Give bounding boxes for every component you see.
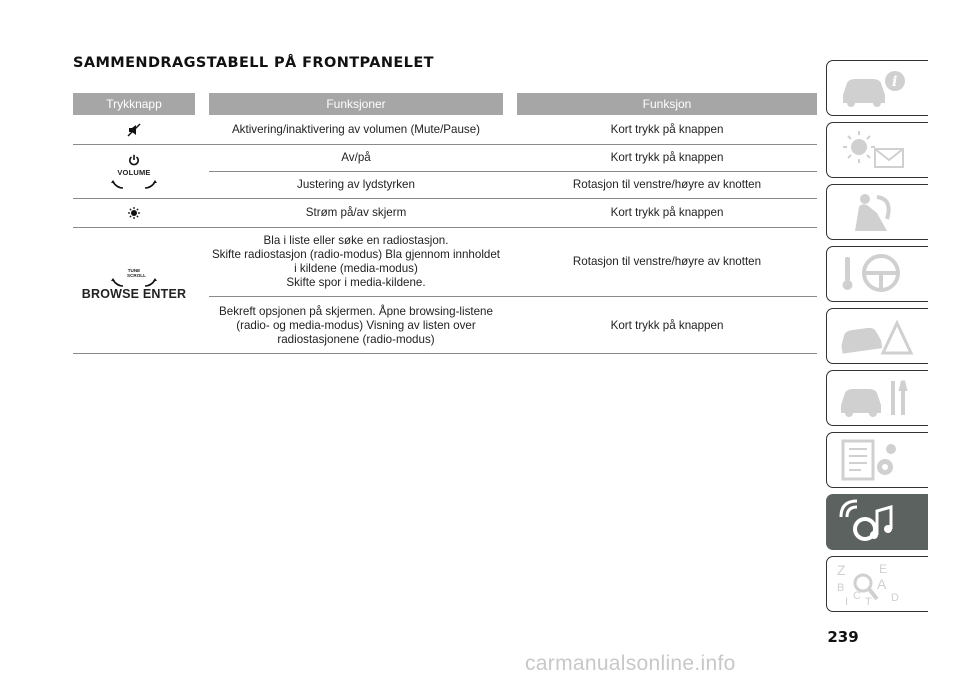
table-cell-function <box>209 230 503 294</box>
header-functions: Funksjoner <box>209 93 503 115</box>
table-cell-action: Kort trykk på knappen <box>610 319 724 332</box>
tab-multimedia[interactable] <box>826 494 928 550</box>
function-line: (radio- og media-modus) Visning av listen over <box>236 319 476 332</box>
svg-text:i: i <box>892 74 898 90</box>
warning-lights-icon <box>837 127 917 173</box>
index-letter: I <box>845 596 849 607</box>
tune-scroll-label: TUNE SCROLL <box>127 267 146 278</box>
function-line: radiostasjonene (radio-modus) <box>277 333 435 346</box>
tab-technical-data[interactable] <box>826 432 928 488</box>
table-cell-action: Kort trykk på knappen <box>610 206 724 219</box>
header-button: Trykknapp <box>73 93 195 115</box>
table-cell-function: Av/på <box>341 151 371 164</box>
seat-safety-icon <box>837 189 917 235</box>
function-line: Skifte spor i media-kildene. <box>286 276 426 289</box>
row-divider <box>73 353 817 354</box>
watermark: carmanualsonline.info <box>525 652 736 675</box>
technical-data-icon <box>837 437 917 483</box>
function-line: Bekreft opsjonen på skjermen. Åpne browsing-listene <box>219 305 493 318</box>
rotary-arrows-icon <box>111 278 157 287</box>
index-letter: T <box>865 596 872 607</box>
function-line: i kildene (media-modus) <box>294 262 418 275</box>
index-letter: B <box>837 582 845 594</box>
table-cell-action: Kort trykk på knappen <box>610 151 724 164</box>
car-info-icon <box>837 65 917 111</box>
tab-maintenance[interactable] <box>826 370 928 426</box>
key-steering-icon <box>837 251 917 297</box>
breakdown-icon <box>837 313 917 359</box>
row-divider <box>73 227 817 228</box>
table-row-mute-button <box>73 116 195 144</box>
function-line: Bla i liste eller søke en radiostasjon. <box>263 234 449 247</box>
table-cell-action: Rotasjon til venstre/høyre av knotten <box>572 255 762 268</box>
function-line: Skifte radiostasjon (radio-modus) Bla gjennom innholdet <box>211 248 501 261</box>
table-cell-function: Strøm på/av skjerm <box>305 206 407 219</box>
index-letter: D <box>891 592 899 604</box>
tab-safety[interactable] <box>826 184 928 240</box>
table-cell-action: Kort trykk på knappen <box>610 123 724 136</box>
table-row-volume-button <box>73 145 195 198</box>
multimedia-icon <box>837 499 917 545</box>
browse-enter-label: BROWSE ENTER <box>81 286 187 301</box>
header-function: Funksjon <box>517 93 817 115</box>
index-letter: A <box>877 576 887 592</box>
table-cell-function <box>209 300 503 352</box>
row-divider <box>209 296 817 297</box>
table-cell-action: Rotasjon til venstre/høyre av knotten <box>572 178 762 191</box>
maintenance-icon <box>837 375 917 421</box>
tab-vehicle-info[interactable] <box>826 60 928 116</box>
rotation-arrows-icon <box>111 180 157 189</box>
table-cell-function: Justering av lydstyrken <box>297 178 415 191</box>
table-cell-function: Aktivering/inaktivering av volumen (Mute/Pause) <box>231 123 481 136</box>
tab-warning-lights[interactable] <box>826 122 928 178</box>
tab-index[interactable] <box>826 556 928 612</box>
power-icon <box>128 154 140 166</box>
tab-emergency[interactable] <box>826 308 928 364</box>
page-title: SAMMENDRAGSTABELL PÅ FRONTPANELET <box>73 55 434 71</box>
index-letter: E <box>879 562 888 576</box>
table-row-browse-button <box>73 262 195 306</box>
index-icon <box>837 561 917 607</box>
table-row-display-button <box>73 199 195 227</box>
tab-starting-driving[interactable] <box>826 246 928 302</box>
index-letter: Z <box>837 562 846 578</box>
page-number: 239 <box>827 628 859 646</box>
display-icon <box>127 206 141 220</box>
volume-label: VOLUME <box>117 168 151 177</box>
index-letter: C <box>853 590 861 602</box>
mute-icon <box>127 123 141 137</box>
